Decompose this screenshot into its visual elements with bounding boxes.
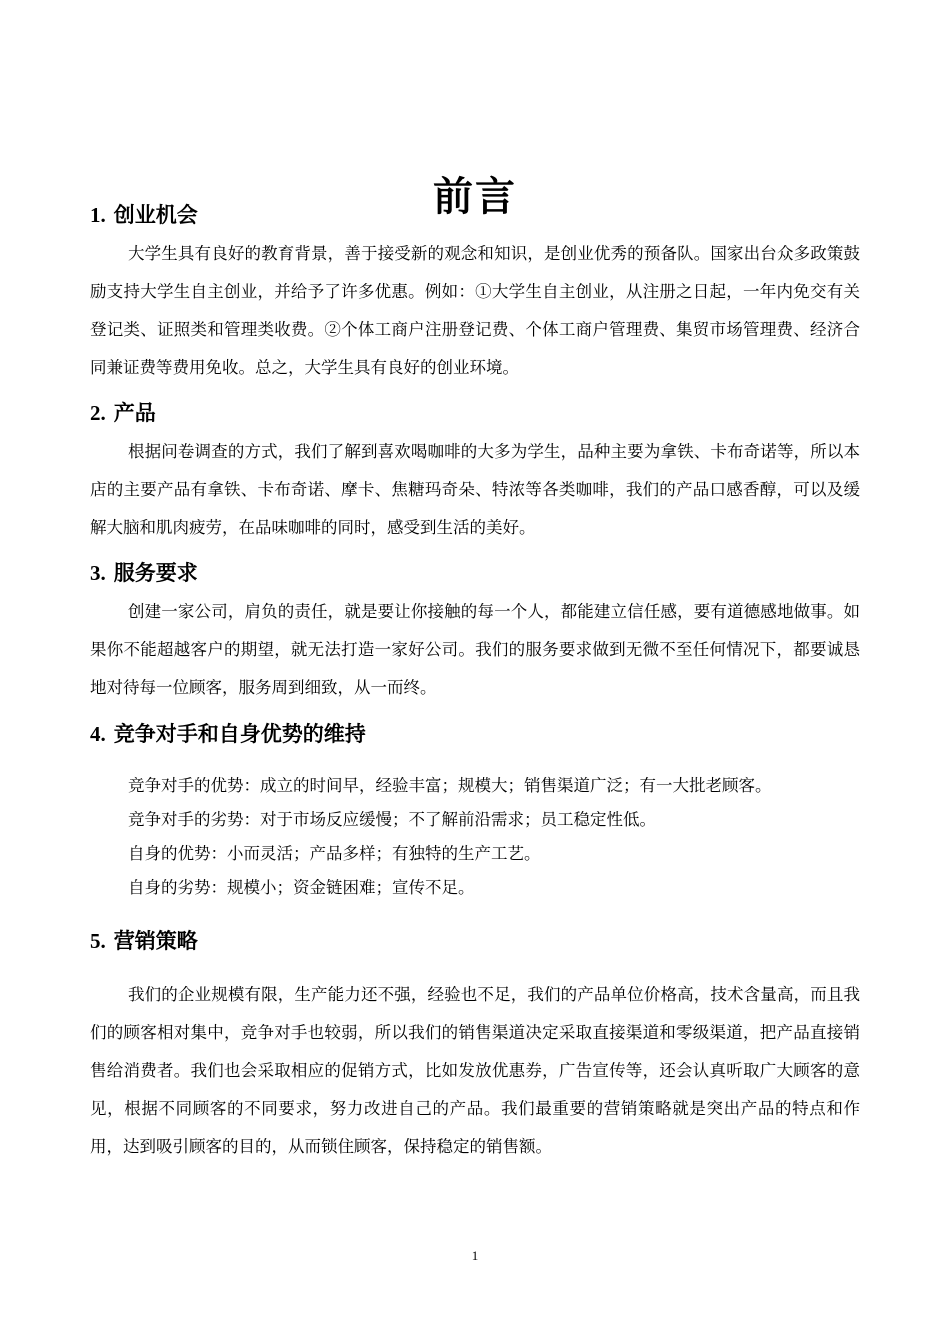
section-entrepreneurship-opportunity	[90, 200, 860, 387]
list-item: 竞争对手的优势：成立的时间早，经验丰富；规模大；销售渠道广泛；有一大批老顾客。	[128, 776, 772, 795]
section-title: 营销策略	[113, 929, 198, 953]
section-service-requirements	[90, 558, 860, 707]
section-number: 2.	[90, 401, 106, 425]
section-number: 4.	[90, 722, 106, 746]
section-heading	[90, 398, 860, 428]
section-heading	[90, 926, 860, 956]
section-title: 创业机会	[113, 203, 198, 227]
section-number: 5.	[90, 929, 106, 953]
page-title: 前言	[433, 173, 517, 220]
section-heading	[90, 200, 860, 230]
section-paragraph: 我们的企业规模有限，生产能力还不强，经验也不足，我们的产品单位价格高，技术含量高，而且我们的顾客相对集中，竞争对手也较弱，所以我们的销售渠道决定采取直接渠道和零级渠道，把产品直接销售给消费者。我们也会采取相应的促销方式，比如发放优惠券，广告宣传等，还会认真听取广大顾客的意见，根据不同顾客的不同要求，努力改进自己的产品。我们最重要的营销策略就是突出产品的特点和作用，达到吸引顾客的目的，从而锁住顾客，保持稳定的销售额。	[90, 985, 860, 1156]
section-title: 产品	[113, 401, 156, 425]
list-item: 竞争对手的劣势：对于市场反应缓慢；不了解前沿需求；员工稳定性低。	[128, 810, 656, 829]
section-title: 竞争对手和自身优势的维持	[113, 722, 366, 746]
section-heading	[90, 558, 860, 588]
competitor-list	[90, 769, 860, 905]
list-item: 自身的优势：小而灵活；产品多样；有独特的生产工艺。	[128, 844, 541, 863]
section-title: 服务要求	[113, 561, 198, 585]
section-number: 1.	[90, 203, 106, 227]
list-item: 自身的劣势：规模小；资金链困难；宣传不足。	[128, 878, 475, 897]
section-marketing-strategy	[90, 926, 860, 1166]
section-paragraph: 创建一家公司，肩负的责任，就是要让你接触的每一个人，都能建立信任感，要有道德感地做事。如果你不能超越客户的期望，就无法打造一家好公司。我们的服务要求做到无微不至任何情况下，都要诚恳地对待每一位顾客，服务周到细致，从一而终。	[90, 602, 860, 697]
section-competitors	[90, 719, 860, 905]
section-product	[90, 398, 860, 547]
page-number: 1	[471, 1248, 479, 1263]
section-paragraph: 根据问卷调查的方式，我们了解到喜欢喝咖啡的大多为学生，品种主要为拿铁、卡布奇诺等，所以本店的主要产品有拿铁、卡布奇诺、摩卡、焦糖玛奇朵、特浓等各类咖啡，我们的产品口感香醇，可以及缓解大脑和肌肉疲劳，在品味咖啡的同时，感受到生活的美好。	[90, 442, 860, 537]
section-heading	[90, 719, 860, 749]
section-paragraph: 大学生具有良好的教育背景，善于接受新的观念和知识，是创业优秀的预备队。国家出台众多政策鼓励支持大学生自主创业，并给予了许多优惠。例如：①大学生自主创业，从注册之日起，一年内免交有关登记类、证照类和管理类收费。②个体工商户注册登记费、个体工商户管理费、集贸市场管理费、经济合同兼证费等费用免收。总之，大学生具有良好的创业环境。	[90, 244, 860, 377]
section-number: 3.	[90, 561, 106, 585]
